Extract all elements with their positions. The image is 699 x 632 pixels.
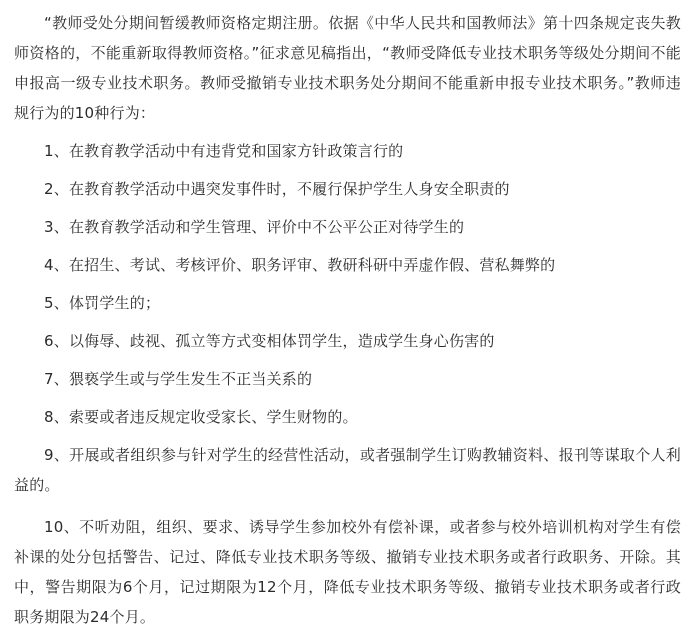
list-item: 1、在教育教学活动中有违背党和国家方针政策言行的 — [44, 142, 404, 160]
list-item: 10、不听劝阻，组织、要求、诱导学生参加校外有偿补课，或者参与校外培训机构对学生有偿补课的处分包括警告、记过、降低专业技术职务等级、撤销专业技术职务或者行政职务、开除。其中，警告期限为6个月，记过期限为12个月，降低专业技术职务等级、撤销专业技术职务或者行政职务期限为24个月。 — [14, 518, 681, 626]
list-item: 2、在教育教学活动中遇突发事件时，不履行保护学生人身安全职责的 — [44, 180, 510, 198]
list-item: 7、猥亵学生或与学生发生不正当关系的 — [44, 370, 313, 388]
list-item: 4、在招生、考试、考核评价、职务评审、教研科研中弄虚作假、营私舞弊的 — [44, 256, 556, 274]
list-item: 3、在教育教学活动和学生管理、评价中不公平公正对待学生的 — [44, 218, 465, 236]
list-item: 9、开展或者组织参与针对学生的经营性活动，或者强制学生订购教辅资料、报刊等谋取个人利益的。 — [14, 446, 681, 494]
intro-paragraph: “教师受处分期间暂缓教师资格定期注册。依据《中华人民共和国教师法》第十四条规定丧失教师资格的，不能重新取得教师资格。”征求意见稿指出，“教师受降低专业技术职务等级处分期间不能申报高一级专业技术职务。教师受撤销专业技术职务处分期间不能重新申报专业技术职务。”教师违规行为的10种行为： — [14, 14, 681, 122]
list-item: 8、索要或者违反规定收受家长、学生财物的。 — [44, 408, 358, 426]
list-item: 5、体罚学生的； — [44, 294, 161, 312]
list-item: 6、以侮辱、歧视、孤立等方式变相体罚学生，造成学生身心伤害的 — [44, 332, 495, 350]
